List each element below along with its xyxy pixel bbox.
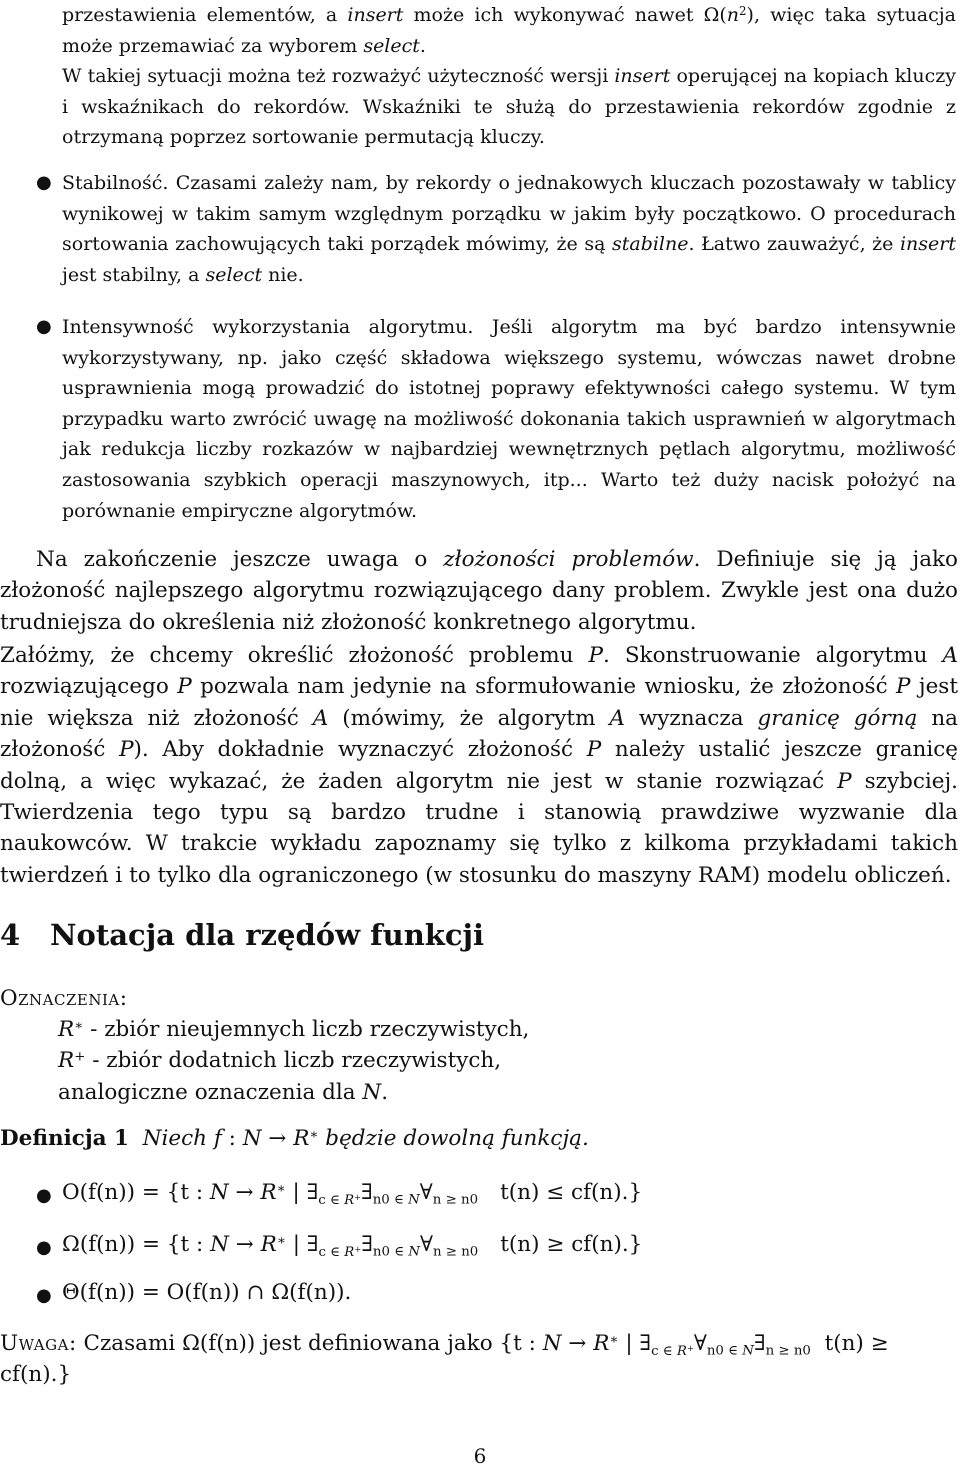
notation-list	[58, 1014, 529, 1108]
bullet-icon: ●	[36, 1185, 52, 1206]
notation-heading: Oznaczenia:	[0, 986, 128, 1011]
bullet-icon: ●	[36, 1237, 52, 1258]
remark: Uwaga: Czasami Ω(f(n)) jest definiowana jako {t : N → R∗ | $\exists_{c \in R^+}\forall_{n0 \in N}\exists_{n \ge n0}$ t(n) ≥ cf(n).}	[0, 1331, 889, 1388]
bullet-icon: ●	[36, 1285, 52, 1306]
notation-line-pos: R+ - zbiór dodatnich liczb rzeczywistych,	[58, 1048, 502, 1074]
notation-line-nonneg: R∗ - zbiór nieujemnych liczb rzeczywistych,	[58, 1017, 530, 1042]
lower-upper-bound-paragraph: Załóżmy, że chcemy określić złożoność problemu P. Skonstruowanie algorytmu A rozwiązującego P pozwala nam jedynie na sformułowanie wniosku, że złożoność P jest nie większa niż złożoność A (mówimy, że algorytm A wyznacza granicę górną na złożoność P). Aby dokładnie wyznaczyć złożoność P należy ustalić jeszcze granicę dolną, a więc wykazać, że żaden algorytm nie jest w stanie rozwiązać P szybciej. Twierdzenia tego typu są bardzo trudne i stanowią prawdziwe wyzwanie dla naukowców. W trakcie wykładu zapoznamy się tylko z kilkoma przykładami takich twierdzeń i to tylko dla ograniczonego (w stosunku do maszyny RAM) modelu obliczeń.	[0, 643, 959, 888]
definition-1: Definicja 1 Niech f : N → R∗ będzie dowolną funkcją.	[0, 1126, 589, 1151]
insert-paragraph: przestawienia elementów, a insert może ich wykonywać nawet $\Omega(n^2)$, więc taka sytuacja może przemawiać za wyborem select. W takiej sytuacji można też rozważyć użyteczność wersji insert operującej na kopiach kluczy i wskaźnikach do rekordów. Wskaźniki te służą do przestawienia rekordów zgodnie z otrzymaną poprzez sortowanie permutacją kluczy.	[62, 4, 956, 149]
notation-line-analog: analogiczne oznaczenia dla N.	[58, 1079, 389, 1105]
theta-definition: Θ(f(n)) = O(f(n)) ∩ Ω(f(n)).	[62, 1280, 352, 1305]
bullet-icon: ●	[36, 316, 52, 337]
stability-item: Stabilność. Czasami zależy nam, by rekordy o jednakowych kluczach pozostawały w tablicy wynikowej w takim samym względnym porządku w jakim były początkowo. O procedurach sortowania zachowujących taki porządek mówimy, że są stabilne. Łatwo zauważyć, że insert jest stabilny, a select nie.	[62, 172, 957, 286]
bullet-icon: ●	[36, 172, 52, 193]
problem-complexity-paragraph: Na zakończenie jeszcze uwaga o złożoności problemów. Definiuje się ją jako złożoność najlepszego algorytmu rozwiązującego dany problem. Zwykle jest ona dużo trudniejsza do określenia niż złożoność konkretnego algorytmu.	[0, 547, 958, 635]
section-heading: 4 Notacja dla rzędów funkcji	[0, 918, 485, 952]
intensity-item: Intensywność wykorzystania algorytmu. Jeśli algorytm ma być bardzo intensywnie wykorzystywany, np. jako część składowa większego systemu, wówczas nawet drobne usprawnienia mogą prowadzić do istotnej poprawy efektywności całego systemu. W tym przypadku warto zwrócić uwagę na możliwość dokonania takich usprawnień w algorytmach jak redukcja liczby rozkazów w najbardziej wewnętrznych pętlach algorytmu, możliwość zastosowania szybkich operacji maszynowych, itp... Warto też duży nacisk położyć na porównanie empiryczne algorytmów.	[62, 316, 956, 522]
big-omega-definition: Ω(f(n)) = {t : N → R∗ | $\exists_{c \in R^+}\exists_{n0 \in N}\forall_{n \ge n0}$ t(n) ≥ cf(n).}	[62, 1232, 643, 1260]
page-number: 6	[473, 1444, 487, 1468]
big-o-definition: O(f(n)) = {t : N → R∗ | $\exists_{c \in R^+}\exists_{n0 \in N}\forall_{n \ge n0}$ t(n) ≤ cf(n).}	[62, 1180, 643, 1208]
